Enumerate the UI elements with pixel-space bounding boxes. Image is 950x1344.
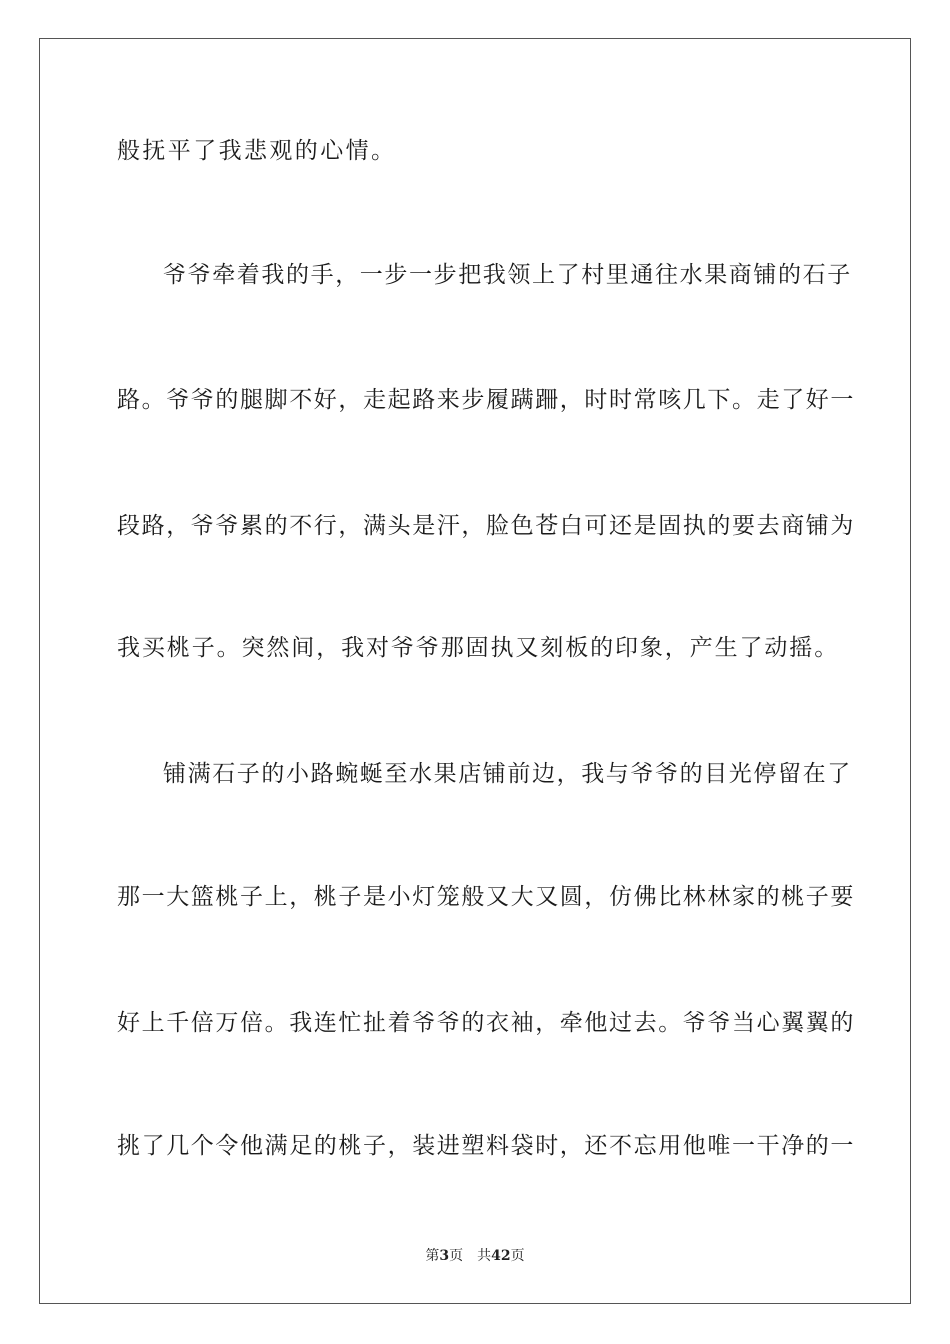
paragraph-first-line: 爷爷牵着我的手，一步一步把我领上了村里通往水果商铺的石子 [163,262,852,288]
total-suffix: 页 [510,1248,525,1264]
text-line: 好上千倍万倍。我连忙扯着爷爷的衣袖，牵他过去。爷爷当心翼翼的 [117,1010,855,1036]
page-number: 3 [439,1248,450,1264]
total-pages: 42 [491,1248,511,1264]
text-line: 那一大篮桃子上，桃子是小灯笼般又大又圆，仿佛比林林家的桃子要 [117,884,855,910]
total-pages-indicator [477,1248,524,1264]
page-suffix: 页 [449,1248,464,1264]
paragraph-first-line: 铺满石子的小路蜿蜒至水果店铺前边，我与爷爷的目光停留在了 [163,761,852,787]
text-line: 般抚平了我悲观的心情。 [117,138,397,164]
page-footer [0,1247,950,1265]
text-line: 挑了几个令他满足的桃子，装进塑料袋时，还不忘用他唯一干净的一 [117,1133,855,1159]
text-line: 路。爷爷的腿脚不好，走起路来步履蹒跚，时时常咳几下。走了好一 [117,387,855,413]
page-frame [39,38,911,1304]
total-prefix: 共 [477,1248,492,1264]
page-indicator [425,1248,463,1264]
page-prefix: 第 [425,1248,440,1264]
text-line: 段路，爷爷累的不行，满头是汗，脸色苍白可还是固执的要去商铺为 [117,513,855,539]
text-line: 我买桃子。突然间，我对爷爷那固执又刻板的印象，产生了动摇。 [117,635,840,661]
